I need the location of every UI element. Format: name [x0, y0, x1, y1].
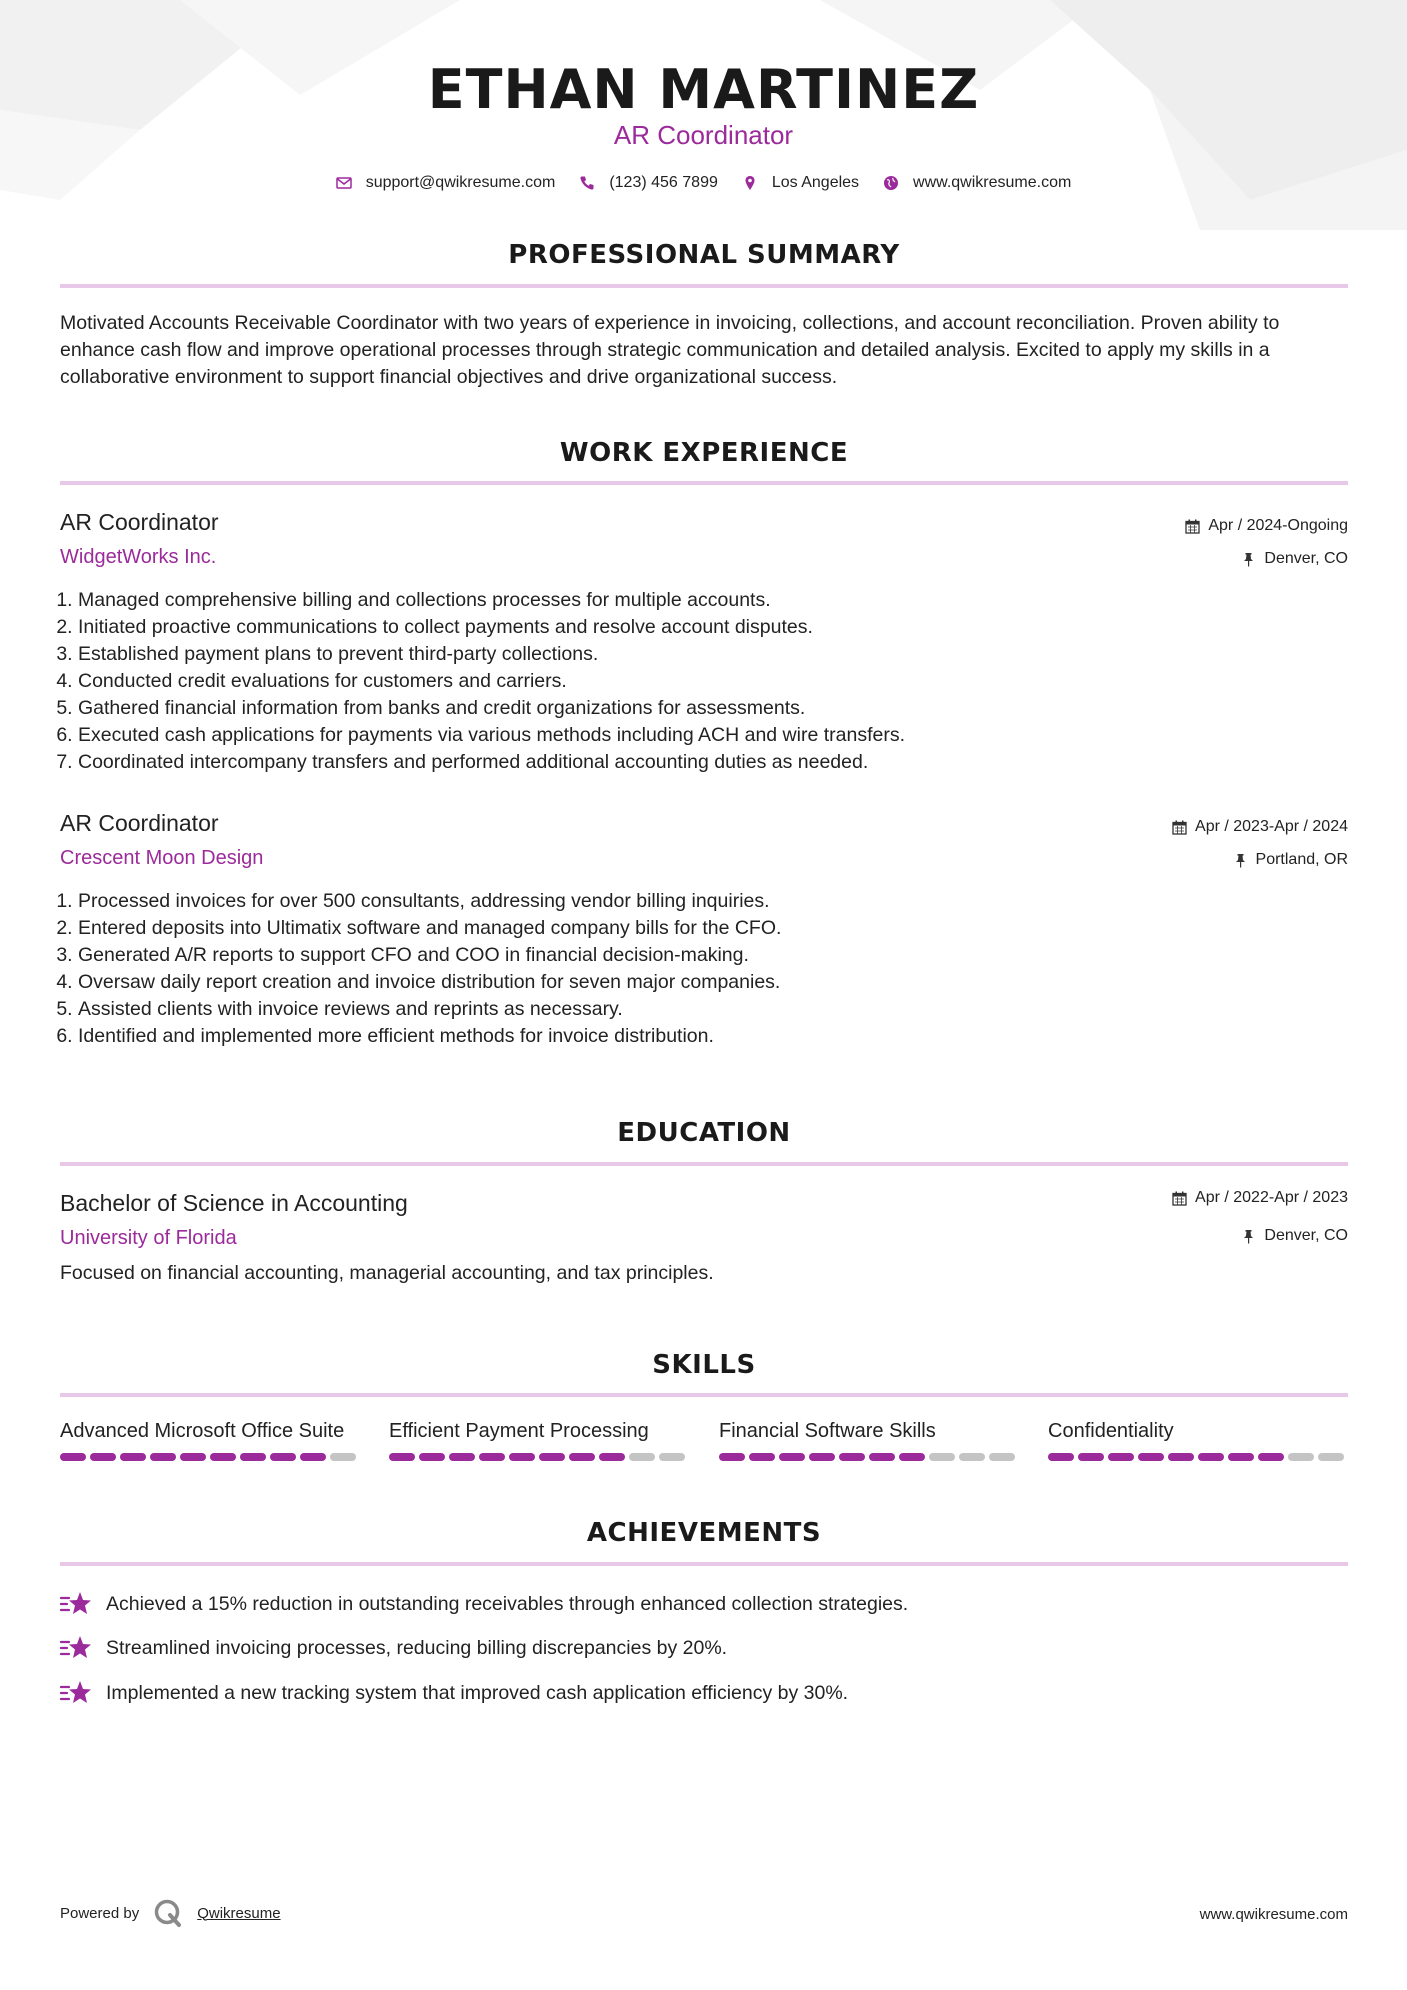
duty-item: 4. Conducted credit evaluations for customers and carriers.	[78, 668, 1278, 695]
skill-segment-filled	[1048, 1453, 1074, 1461]
skill-segment-empty	[330, 1453, 356, 1461]
achievement-item	[60, 1679, 848, 1707]
skill-segment-filled	[240, 1453, 266, 1461]
skill-segment-filled	[1138, 1453, 1164, 1461]
envelope-icon	[336, 175, 352, 191]
qwikresume-link[interactable]: Qwikresume	[197, 1904, 281, 1922]
duty-item: 7. Coordinated intercompany transfers and performed additional accounting duties as needed.	[78, 749, 1278, 776]
skill-segment-filled	[1258, 1453, 1284, 1461]
summary-text: Motivated Accounts Receivable Coordinator with two years of experience in invoicing, collections, and account reconciliation. Proven ability to enhance cash flow and improve operational processes through strategic communication and detailed analysis. Excited to apply my skills in a collaborative environment to support financial objectives and drive organizational success.	[60, 312, 1280, 388]
skill-segment-empty	[1318, 1453, 1344, 1461]
skill-level-bar	[60, 1453, 360, 1461]
calendar-icon	[1172, 820, 1187, 835]
duty-item: 5. Gathered financial information from banks and credit organizations for assessments.	[78, 695, 1278, 722]
skill-segment-filled	[1228, 1453, 1254, 1461]
pushpin-icon	[1241, 1229, 1256, 1244]
skill-level-bar	[389, 1453, 689, 1461]
skill-segment-filled	[749, 1453, 775, 1461]
summary-section-title: PROFESSIONAL SUMMARY	[508, 240, 900, 270]
education-section-title: EDUCATION	[617, 1118, 791, 1148]
star-icon	[60, 1634, 92, 1662]
skill-item	[60, 1420, 360, 1461]
skill-segment-filled	[300, 1453, 326, 1461]
education-school: University of Florida	[60, 1227, 237, 1249]
job-dates	[1172, 818, 1348, 836]
skill-name: Confidentiality	[1048, 1420, 1174, 1442]
contact-phone[interactable]	[579, 174, 718, 192]
skill-segment-empty	[989, 1453, 1015, 1461]
duty-item: 1. Processed invoices for over 500 consultants, addressing vendor billing inquiries.	[78, 888, 1278, 915]
job-duties-list	[56, 587, 1278, 776]
job-location-text: Portland, OR	[1255, 851, 1348, 868]
skill-segment-empty	[629, 1453, 655, 1461]
contact-website[interactable]	[883, 174, 1071, 192]
education-location	[1241, 1227, 1348, 1245]
duty-item: 2. Entered deposits into Ultimatix software and managed company bills for the CFO.	[78, 915, 1278, 942]
skill-segment-filled	[389, 1453, 415, 1461]
job-company: WidgetWorks Inc.	[60, 546, 217, 568]
achievements-divider	[60, 1562, 1348, 1566]
skill-item	[389, 1420, 689, 1461]
achievement-text: Implemented a new tracking system that improved cash application efficiency by 30%.	[106, 1681, 849, 1704]
experience-section-title: WORK EXPERIENCE	[559, 438, 849, 468]
skill-segment-filled	[539, 1453, 565, 1461]
skills-divider	[60, 1393, 1348, 1397]
contact-website-text: www.qwikresume.com	[913, 174, 1072, 191]
duty-item: 6. Executed cash applications for payments via various methods including ACH and wire transfers.	[78, 722, 1278, 749]
job-dates-text: Apr / 2024-Ongoing	[1208, 517, 1348, 534]
skill-name: Efficient Payment Processing	[389, 1420, 649, 1442]
duty-item: 3. Generated A/R reports to support CFO and COO in financial decision-making.	[78, 942, 1278, 969]
skill-segment-filled	[569, 1453, 595, 1461]
skill-segment-empty	[959, 1453, 985, 1461]
skill-level-bar	[1048, 1453, 1348, 1461]
contact-email[interactable]	[336, 174, 556, 192]
footer-powered-by	[60, 1898, 281, 1928]
skill-segment-filled	[809, 1453, 835, 1461]
summary-divider	[60, 284, 1348, 288]
skill-segment-filled	[1168, 1453, 1194, 1461]
job-location-text: Denver, CO	[1264, 550, 1348, 567]
skills-grid	[60, 1420, 1350, 1480]
skill-segment-filled	[779, 1453, 805, 1461]
job-dates-text: Apr / 2023-Apr / 2024	[1195, 818, 1348, 835]
map-marker-icon	[742, 175, 758, 191]
education-description: Focused on financial accounting, managerial accounting, and tax principles.	[60, 1262, 714, 1284]
education-degree: Bachelor of Science in Accounting	[60, 1190, 408, 1216]
job-title: AR Coordinator	[60, 509, 219, 535]
skill-segment-filled	[90, 1453, 116, 1461]
skill-level-bar	[719, 1453, 1019, 1461]
skill-segment-filled	[1108, 1453, 1134, 1461]
skill-segment-filled	[599, 1453, 625, 1461]
duty-item: 2. Initiated proactive communications to collect payments and resolve account disputes.	[78, 614, 1278, 641]
education-dates-text: Apr / 2022-Apr / 2023	[1195, 1189, 1348, 1206]
experience-divider	[60, 481, 1348, 485]
education-dates	[1172, 1189, 1348, 1207]
duty-item: 1. Managed comprehensive billing and collections processes for multiple accounts.	[78, 587, 1278, 614]
skill-segment-filled	[120, 1453, 146, 1461]
skill-segment-filled	[719, 1453, 745, 1461]
calendar-icon	[1172, 1191, 1187, 1206]
achievements-section-title: ACHIEVEMENTS	[586, 1518, 822, 1548]
job-location	[1233, 851, 1348, 869]
contact-email-text: support@qwikresume.com	[365, 174, 556, 191]
skill-item	[1048, 1420, 1348, 1461]
skill-segment-filled	[869, 1453, 895, 1461]
skill-segment-filled	[509, 1453, 535, 1461]
duty-item: 4. Oversaw daily report creation and invoice distribution for seven major companies.	[78, 969, 1278, 996]
phone-icon	[579, 175, 595, 191]
skill-segment-filled	[419, 1453, 445, 1461]
star-icon	[60, 1590, 92, 1618]
pushpin-icon	[1233, 853, 1248, 868]
education-location-text: Denver, CO	[1264, 1227, 1348, 1244]
contact-phone-text: (123) 456 7899	[609, 174, 718, 191]
skill-segment-filled	[1198, 1453, 1224, 1461]
skill-segment-empty	[929, 1453, 955, 1461]
footer-website-link[interactable]: www.qwikresume.com	[1199, 1906, 1348, 1923]
star-icon	[60, 1679, 92, 1707]
achievement-item	[60, 1590, 908, 1618]
skill-segment-filled	[150, 1453, 176, 1461]
skills-section-title: SKILLS	[652, 1350, 756, 1380]
skill-segment-filled	[1078, 1453, 1104, 1461]
candidate-name: ETHAN MARTINEZ	[427, 58, 980, 121]
skill-segment-filled	[479, 1453, 505, 1461]
job-duties-list	[56, 888, 1278, 1050]
job-location	[1241, 550, 1348, 568]
job-title: AR Coordinator	[60, 810, 219, 836]
job-company: Crescent Moon Design	[60, 847, 264, 869]
skill-segment-filled	[899, 1453, 925, 1461]
qwikresume-logo-icon	[153, 1898, 183, 1928]
calendar-icon	[1185, 519, 1200, 534]
powered-by-label: Powered by	[60, 1904, 140, 1922]
skill-segment-filled	[60, 1453, 86, 1461]
skill-name: Financial Software Skills	[719, 1420, 936, 1442]
globe-icon	[883, 175, 899, 191]
contact-location-text: Los Angeles	[771, 174, 860, 191]
skill-segment-filled	[270, 1453, 296, 1461]
job-dates	[1185, 517, 1348, 535]
skill-segment-filled	[180, 1453, 206, 1461]
pushpin-icon	[1241, 552, 1256, 567]
education-divider	[60, 1162, 1348, 1166]
skill-item	[719, 1420, 1019, 1461]
skill-segment-filled	[839, 1453, 865, 1461]
contact-bar	[0, 174, 1407, 192]
skill-segment-empty	[659, 1453, 685, 1461]
achievement-text: Streamlined invoicing processes, reducing billing discrepancies by 20%.	[106, 1636, 728, 1659]
contact-location	[742, 174, 859, 192]
candidate-role: AR Coordinator	[613, 120, 794, 150]
duty-item: 3. Established payment plans to prevent third-party collections.	[78, 641, 1278, 668]
achievement-text: Achieved a 15% reduction in outstanding receivables through enhanced collection strategies.	[106, 1592, 909, 1615]
skill-segment-empty	[1288, 1453, 1314, 1461]
achievement-item	[60, 1634, 727, 1662]
skill-segment-filled	[210, 1453, 236, 1461]
duty-item: 5. Assisted clients with invoice reviews and reprints as necessary.	[78, 996, 1278, 1023]
duty-item: 6. Identified and implemented more efficient methods for invoice distribution.	[78, 1023, 1278, 1050]
skill-segment-filled	[449, 1453, 475, 1461]
skill-name: Advanced Microsoft Office Suite	[60, 1420, 345, 1442]
